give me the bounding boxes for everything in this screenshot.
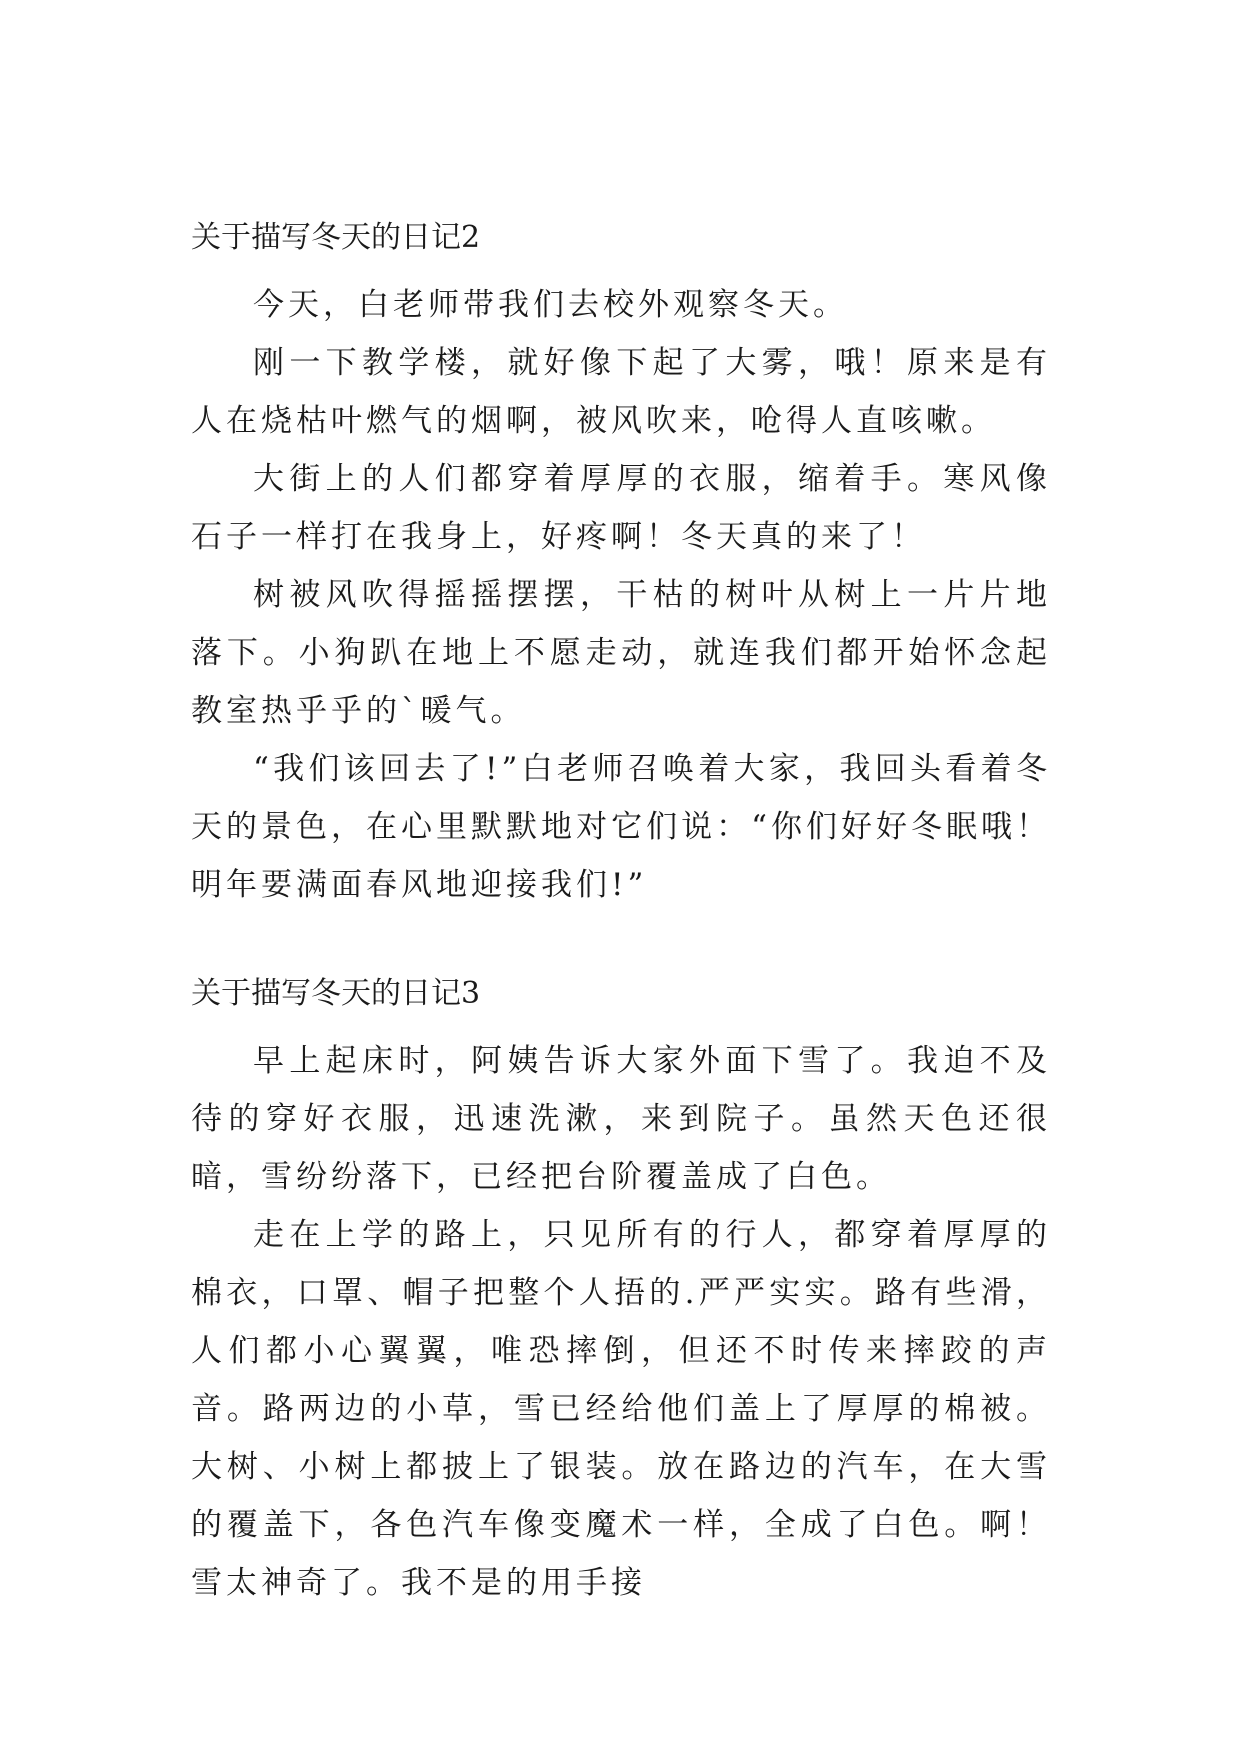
paragraph: 早上起床时，阿姨告诉大家外面下雪了。我迫不及待的穿好衣服，迅速洗漱，来到院子。虽然天色还很暗，雪纷纷落下，已经把台阶覆盖成了白色。 — [191, 1043, 1051, 1195]
paragraph: 大街上的人们都穿着厚厚的衣服，缩着手。寒风像石子一样打在我身上，好疼啊！冬天真的来了！ — [191, 461, 1051, 555]
entry-title: 关于描写冬天的日记3 — [191, 976, 481, 1011]
paragraph: 今天，白老师带我们去校外观察冬天。 — [253, 287, 848, 323]
paragraph: 树被风吹得摇摇摆摆，干枯的树叶从树上一片片地落下。小狗趴在地上不愿走动，就连我们都开始怀念起教室热乎乎的`暖气。 — [191, 577, 1051, 729]
paragraph: 走在上学的路上，只见所有的行人，都穿着厚厚的棉衣，口罩、帽子把整个人捂的.严严实实。路有些滑，人们都小心翼翼，唯恐摔倒，但还不时传来摔跤的声音。路两边的小草，雪已经给他们盖上了厚厚的棉被。大树、小树上都披上了银装。放在路边的汽车，在大雪的覆盖下，各色汽车像变魔术一样，全成了白色。啊！雪太神奇了。我不是的用手接 — [191, 1217, 1051, 1601]
diary-entry-3 — [191, 974, 1051, 1612]
paragraph: 刚一下教学楼，就好像下起了大雾，哦！原来是有人在烧枯叶燃气的烟啊，被风吹来，呛得人直咳嗽。 — [191, 345, 1051, 439]
document-page — [191, 218, 1051, 1612]
paragraph: “我们该回去了!”白老师召唤着大家，我回头看着冬天的景色，在心里默默地对它们说：“你们好好冬眠哦！明年要满面春风地迎接我们!” — [191, 751, 1051, 903]
entry-title: 关于描写冬天的日记2 — [191, 220, 481, 255]
diary-entry-2 — [191, 218, 1051, 914]
